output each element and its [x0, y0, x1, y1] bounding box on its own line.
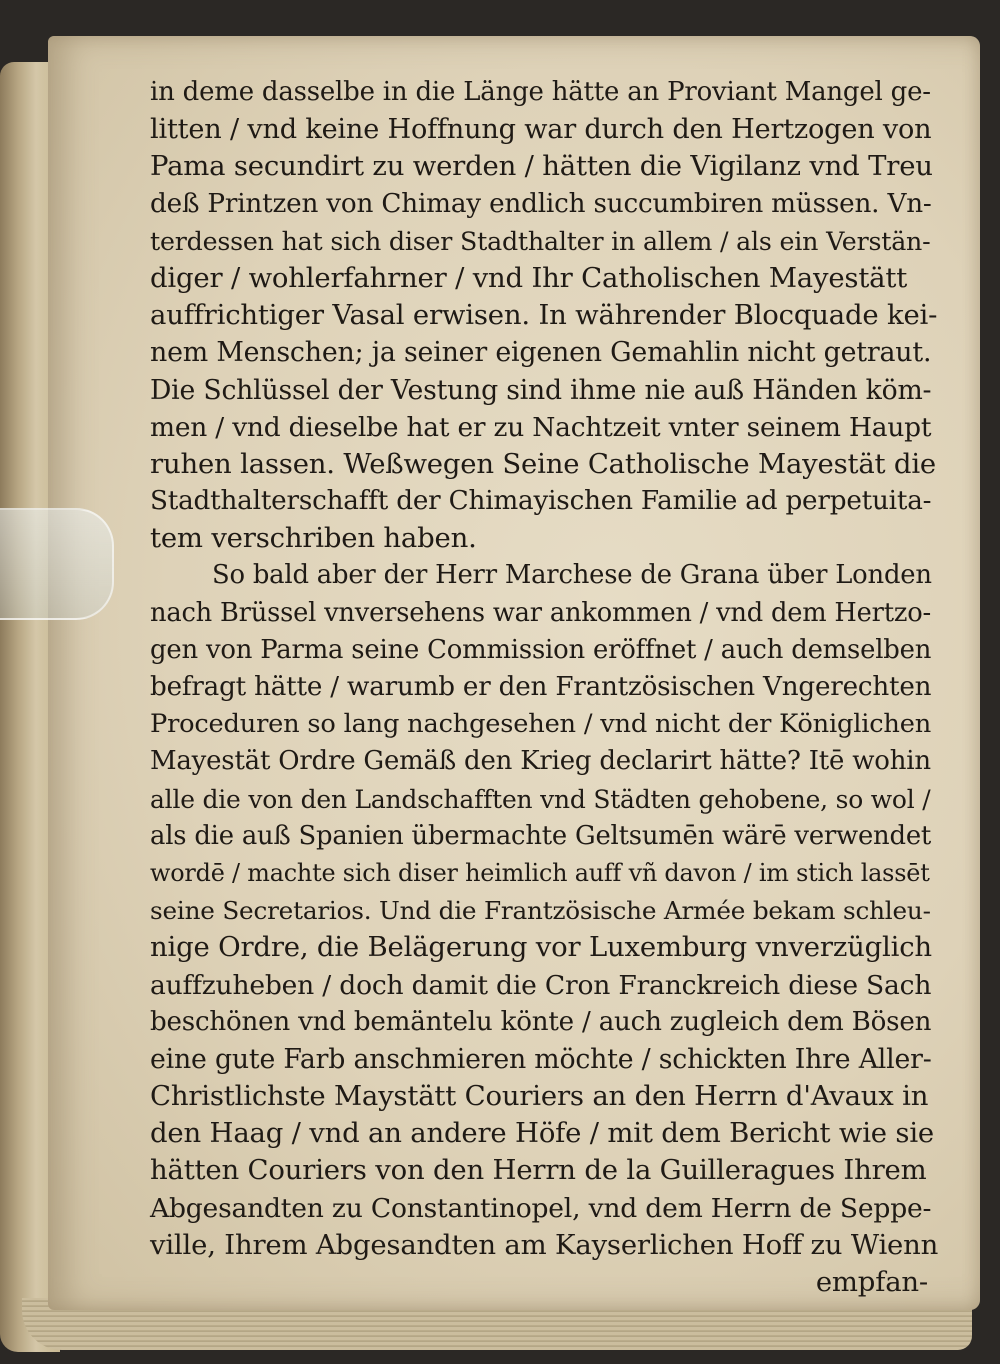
paragraph-start-line: So bald aber der Herr Marchese de Grana über Londen — [212, 560, 932, 591]
page-clip — [0, 508, 114, 620]
text-line: gen von Parma seine Commission eröffnet / auch demselben — [150, 634, 932, 665]
text-line: auffzuheben / doch damit die Cron Franckreich diese Sach — [150, 969, 932, 1001]
text-line: ruhen lassen. Weßwegen Seine Catholische Mayestät die — [150, 447, 937, 480]
text-line: litten / vnd keine Hoffnung war durch den Hertzogen von — [150, 114, 932, 146]
text-line: terdessen hat sich diser Stadthalter in allem / als ein Verstän- — [150, 226, 931, 256]
text-line: auffrichtiger Vasal erwisen. In währender Blocquade kei- — [150, 299, 938, 332]
text-line: Mayestät Ordre Gemäß den Krieg declarirt hätte? Itē wohin — [150, 746, 931, 777]
text-line: Stadthalterschafft der Chimayischen Familie ad perpetuita- — [150, 486, 932, 517]
text-line: Pama secundirt zu werden / hätten die Vigilanz vnd Treu — [150, 150, 933, 183]
text-line: befragt hätte / warumb er den Frantzösischen Vngerechten — [150, 672, 932, 702]
text-line: nem Menschen; ja seiner eigenen Gemahlin nicht getraut. — [150, 337, 932, 369]
text-line: den Haag / vnd an andere Höfe / mit dem Bericht wie sie — [150, 1117, 935, 1150]
catchword: empfan- — [815, 1266, 928, 1298]
text-line: Proceduren so lang nachgesehen / vnd nicht der Königlichen — [150, 709, 932, 740]
text-line: Christlichste Maystätt Couriers an den Herrn d'Avaux in — [150, 1080, 929, 1113]
text-line: ville, Ihrem Abgesandten am Kayserlichen Hoff zu Wienn — [150, 1228, 939, 1261]
text-line: Abgesandten zu Constantinopel, vnd dem Herrn de Seppe- — [150, 1192, 932, 1224]
text-line: men / vnd dieselbe hat er zu Nachtzeit vnter seinem Haupt — [150, 411, 932, 443]
text-line: Die Schlüssel der Vestung sind ihme nie auß Händen köm- — [150, 374, 932, 406]
text-line: wordē / machte sich diser heimlich auff vñ davon / im stich lassēt — [150, 858, 930, 887]
text-line: hätten Couriers von den Herrn de la Guilleragues Ihrem — [150, 1154, 927, 1187]
text-line: als die auß Spanien übermachte Geltsumēn wärē verwendet — [150, 820, 932, 851]
page-text-block — [150, 74, 940, 1301]
text-line: beschönen vnd bemäntelu könte / auch zugleich dem Bösen — [150, 1006, 932, 1037]
text-line: tem verschriben haben. — [150, 522, 477, 555]
text-line: alle die von den Landschafften vnd Städten gehobene, so wol / — [150, 784, 931, 814]
text-line: nach Brüssel vnversehens war ankommen / vnd dem Hertzo- — [150, 597, 931, 628]
text-line: in deme dasselbe in die Länge hätte an Proviant Mangel ge- — [150, 77, 931, 107]
text-line: eine gute Farb anschmieren möchte / schickten Ihre Aller- — [150, 1043, 932, 1075]
text-line: deß Printzen von Chimay endlich succumbiren müssen. Vn- — [150, 188, 932, 219]
text-line: diger / wohlerfahrner / vnd Ihr Catholischen Mayestätt — [150, 261, 908, 294]
text-line: nige Ordre, die Belägerung vor Luxemburg vnverzüglich — [150, 931, 932, 964]
text-line: seine Secretarios. Und die Frantzösische Armée bekam schleu- — [150, 896, 931, 926]
